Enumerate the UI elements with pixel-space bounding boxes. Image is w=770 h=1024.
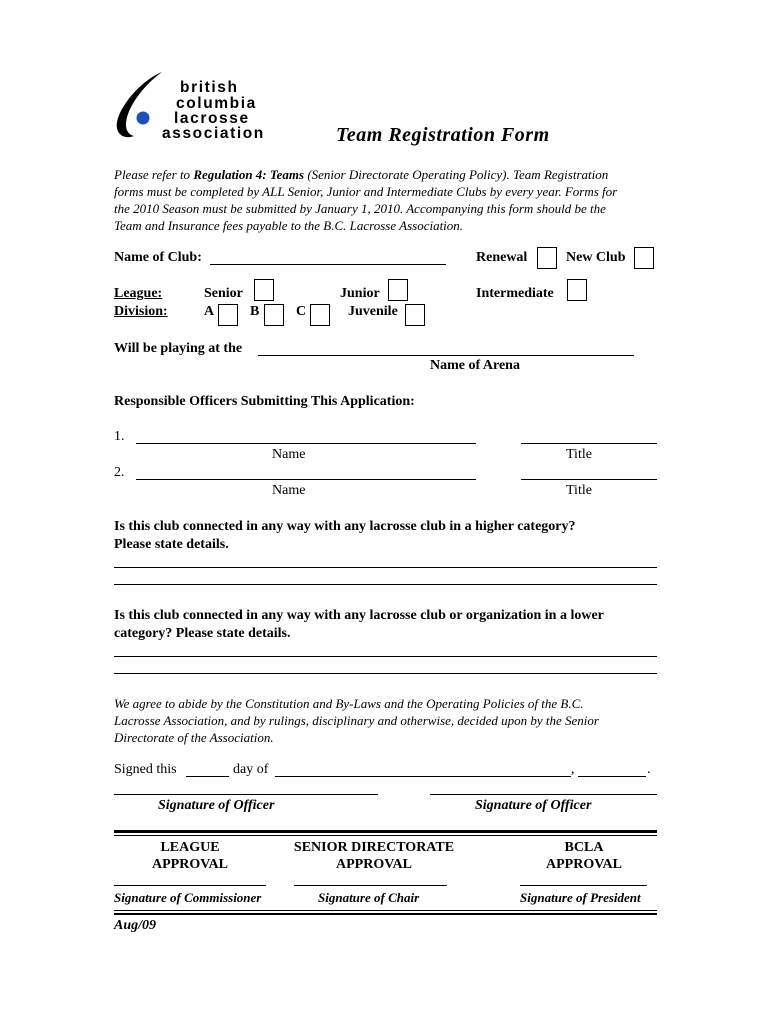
approval-divider-top-thin [114, 835, 657, 836]
juvenile-label: Juvenile [348, 304, 398, 319]
signed-month-field[interactable] [275, 776, 571, 777]
lower-details-line-2[interactable] [114, 673, 657, 674]
arena-caption: Name of Arena [430, 358, 520, 373]
intro-paragraph [114, 166, 674, 234]
officer-signature-caption-2: Signature of Officer [475, 798, 592, 813]
agreement-paragraph [114, 695, 674, 746]
juvenile-checkbox[interactable] [405, 304, 425, 326]
logo-line-columbia: columbia [176, 95, 257, 112]
logo-line-lacrosse: lacrosse [174, 110, 250, 127]
intermediate-checkbox[interactable] [567, 279, 587, 301]
league-approval-line2: APPROVAL [152, 857, 228, 872]
officer-1-number: 1. [114, 429, 125, 444]
senior-approval-line2: APPROVAL [336, 857, 412, 872]
signed-this-label: Signed this [114, 762, 177, 777]
division-a-label: A [204, 304, 215, 319]
intermediate-label: Intermediate [476, 286, 554, 301]
officer-2-title-caption: Title [566, 483, 592, 498]
renewal-checkbox[interactable] [537, 247, 557, 269]
commissioner-signature-caption: Signature of Commissioner [114, 890, 262, 905]
higher-category-question-line2: Please state details. [114, 537, 229, 552]
lower-details-line-1[interactable] [114, 656, 657, 657]
intro-prefix: Please refer to [114, 167, 194, 182]
junior-checkbox[interactable] [388, 279, 408, 301]
day-of-label: day of [233, 762, 269, 777]
chair-signature-caption: Signature of Chair [318, 890, 420, 905]
approval-divider-bottom-thick [114, 913, 657, 915]
higher-details-line-1[interactable] [114, 567, 657, 568]
league-label: League: [114, 286, 163, 301]
higher-details-line-2[interactable] [114, 584, 657, 585]
intro-policy: (Senior Directorate Operating Policy). [304, 167, 510, 182]
division-c-checkbox[interactable] [310, 304, 330, 326]
agreement-line2: Lacrosse Association, and by rulings, disciplinary and otherwise, decided upon by the Senior [114, 713, 599, 728]
division-label: Division: [114, 304, 168, 319]
logo-line-association: association [162, 125, 265, 142]
league-approval-line1: LEAGUE [160, 840, 220, 855]
officer-1-title-caption: Title [566, 447, 592, 462]
signed-year-field[interactable] [578, 776, 646, 777]
division-b-checkbox[interactable] [264, 304, 284, 326]
signed-period: . [647, 762, 651, 777]
bcla-approval-line1: BCLA [564, 840, 604, 855]
intro-line1-tail: Team Registration [509, 167, 609, 182]
officer-2-name-field[interactable] [136, 479, 476, 480]
agreement-line1: We agree to abide by the Constitution and By-Laws and the Operating Policies of the B.C. [114, 696, 584, 711]
club-name-label: Name of Club: [114, 250, 202, 265]
division-c-label: C [296, 304, 307, 319]
bcla-logo [112, 70, 282, 142]
officer-2-title-field[interactable] [521, 479, 657, 480]
bcla-approval-line2: APPROVAL [546, 857, 622, 872]
intro-line3: the 2010 Season must be submitted by January 1, 2010. Accompanying this form should be the [114, 201, 606, 216]
senior-approval-line1: SENIOR DIRECTORATE [293, 840, 455, 855]
officer-2-name-caption: Name [272, 483, 306, 498]
form-date: Aug/09 [114, 918, 157, 933]
senior-checkbox[interactable] [254, 279, 274, 301]
new-club-label: New Club [566, 250, 626, 265]
officers-heading: Responsible Officers Submitting This Application: [114, 394, 415, 409]
signed-comma: , [571, 762, 575, 777]
lower-category-question-line1: Is this club connected in any way with any lacrosse club or organization in a lower [114, 608, 604, 623]
signed-day-field[interactable] [186, 776, 229, 777]
commissioner-signature-line[interactable] [114, 885, 266, 886]
playing-at-label: Will be playing at the [114, 341, 243, 356]
division-b-label: B [250, 304, 260, 319]
president-signature-caption: Signature of President [520, 890, 641, 905]
intro-regulation: Regulation 4: Teams [193, 167, 305, 182]
higher-category-question-line1: Is this club connected in any way with any lacrosse club in a higher category? [114, 519, 576, 534]
intro-line4: Team and Insurance fees payable to the B.C. Lacrosse Association. [114, 218, 464, 233]
officer-signature-line-2[interactable] [430, 794, 657, 795]
division-a-checkbox[interactable] [218, 304, 238, 326]
officer-1-name-field[interactable] [136, 443, 476, 444]
officer-signature-line-1[interactable] [114, 794, 378, 795]
agreement-line3: Directorate of the Association. [114, 730, 274, 745]
page-title: Team Registration Form [336, 124, 550, 146]
officer-signature-caption-1: Signature of Officer [158, 798, 275, 813]
lower-category-question-line2: category? Please state details. [114, 626, 291, 641]
club-name-field[interactable] [210, 264, 446, 265]
approval-divider-bottom [114, 910, 657, 911]
approval-divider-top [114, 830, 657, 833]
intro-line2: forms must be completed by ALL Senior, Junior and Intermediate Clubs by every year. Forms for [114, 184, 618, 199]
renewal-label: Renewal [476, 250, 528, 265]
junior-label: Junior [340, 286, 380, 301]
logo-line-british: british [180, 79, 239, 96]
officer-2-number: 2. [114, 465, 125, 480]
senior-label: Senior [204, 286, 243, 301]
arena-field[interactable] [258, 355, 634, 356]
new-club-checkbox[interactable] [634, 247, 654, 269]
officer-1-name-caption: Name [272, 447, 306, 462]
officer-1-title-field[interactable] [521, 443, 657, 444]
chair-signature-line[interactable] [294, 885, 447, 886]
president-signature-line[interactable] [520, 885, 647, 886]
